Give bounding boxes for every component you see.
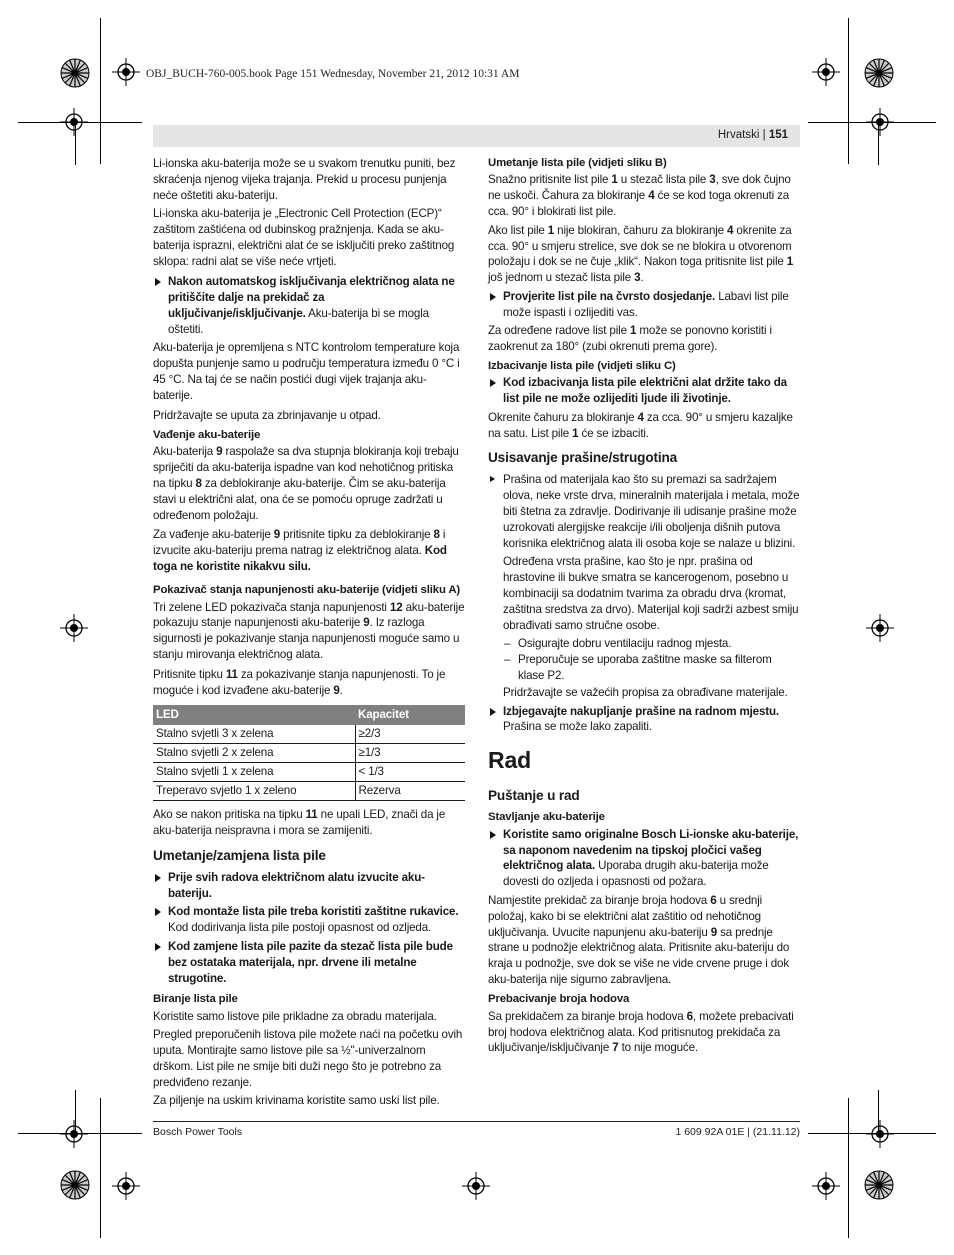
triangle-bullet-icon: [155, 278, 161, 286]
registration-mark-icon: [866, 614, 894, 642]
paragraph: Koristite samo listove pile prikladne za obradu materijala.: [153, 1009, 437, 1023]
registration-mark-icon: [812, 1172, 840, 1200]
paragraph: Ako list pile 1 nije blokiran, čahuru za blokiranje 4 okrenite za cca. 90° u smjeru strelice, sve dok se ne blokira u otvorenom položaju i dok se ne čuje „klik“. Nakon toga pritisnite list pile 1 još jednom u stezač lista pile 3.: [488, 223, 794, 285]
paragraph: Pritisnite tipku 11 za pokazivanje stanja napunjenosti. To je moguće i kod izvađene aku-baterije 9.: [153, 668, 446, 698]
subheading: Izbacivanje lista pile (vidjeti sliku C): [488, 359, 676, 372]
triangle-bullet-icon: [490, 476, 495, 482]
left-column: [153, 156, 465, 1112]
calibration-wheel-icon: [864, 1170, 894, 1200]
paragraph: Tri zelene LED pokazivača stanja napunjenosti 12 aku-baterije pokazuju stanje napunjenosti aku-baterije 9. Iz razloga sigurnosti je pokazivanje stanja napunjenosti moguće samo u stanju mirovanja električnog alata.: [153, 600, 465, 662]
section-heading: Umetanje/zamjena lista pile: [153, 848, 326, 864]
paragraph: Za vađenje aku-baterije 9 pritisnite tipku za deblokiranje 8 i izvucite aku-bateriju prema natrag iz električnog alata. Kod toga ne koristite nikakvu silu.: [153, 528, 447, 574]
print-slug: OBJ_BUCH-760-005.book Page 151 Wednesday, November 21, 2012 10:31 AM: [146, 68, 520, 80]
paragraph: Okrenite čahuru za blokiranje 4 za cca. 90° u smjeru kazaljke na satu. List pile 1 će se izbaciti.: [488, 410, 793, 440]
paragraph: Pridržavajte se uputa za zbrinjavanje u otpad.: [153, 408, 381, 422]
triangle-bullet-icon: [155, 874, 161, 882]
table-header: LED: [153, 705, 355, 725]
subheading: Vađenje aku-baterije: [153, 428, 261, 441]
led-capacity-table: [153, 705, 465, 801]
calibration-wheel-icon: [60, 1170, 90, 1200]
registration-mark-icon: [462, 1172, 490, 1200]
table-row: Treperavo svjetlo 1 x zeleno Rezerva: [153, 782, 465, 801]
subheading: Biranje lista pile: [153, 993, 238, 1006]
registration-mark-icon: [812, 58, 840, 86]
registration-mark-icon: [112, 58, 140, 86]
warning-item: Kod montaže lista pile treba koristiti zaštitne rukavice. Kod dodirivanja lista pile postoji opasnost od ozljeda.: [153, 904, 465, 936]
paragraph: Aku-baterija je opremljena s NTC kontrolom temperature koja dopušta punjenje samo u području temperatura između 0 °C i 45 °C. Na taj će se način postići dugi vijek trajanja aku-baterije.: [153, 340, 460, 402]
subheading: Prebacivanje broja hodova: [488, 993, 630, 1006]
header-language: Hrvatski: [717, 129, 760, 141]
footer-brand: Bosch Power Tools: [153, 1126, 243, 1138]
header-text: [718, 129, 788, 141]
crop-mark: [100, 18, 101, 164]
paragraph: Za piljenje na uskim krivinama koristite samo uski list pile.: [153, 1094, 440, 1108]
warning-item: Nakon automatskog isključivanja električnog alata ne pritiščite dalje na prekidač za uključivanje/isključivanje. Aku-baterija bi se mogla oštetiti.: [153, 274, 465, 338]
paragraph: Određena vrsta prašine, kao što je npr. prašina od hrastovine ili bukve smatra se kancerogenom, posebno u kombinaciji sa dodatnim tvarima za obradu drva (kromat, zaštitna sredstva za drvo). Materijal koji sadrži azbest smiju obrađivati samo stručne osobe.: [503, 555, 799, 632]
paragraph: Snažno pritisnite list pile 1 u stezač lista pile 3, sve dok čujno ne uskoči. Čahura za blokiranje 4 će se kod toga okrenuti za cca. 90° i blokirati list pile.: [488, 173, 791, 219]
paragraph: Za određene radove list pile 1 može se ponovno koristiti i zaokrenut za 180° (zubi okrenuti prema gore).: [488, 324, 772, 353]
warning-item: Izbjegavajte nakupljanje prašine na radnom mjestu. Prašina se može lako zapaliti.: [488, 704, 800, 736]
triangle-bullet-icon: [490, 379, 496, 387]
crop-mark: [100, 1098, 101, 1238]
paragraph: Pridržavajte se važećih propisa za obrađivane materijale.: [503, 686, 788, 700]
subheading: Pokazivač stanja napunjenosti aku-baterije (vidjeti sliku A): [153, 584, 461, 597]
page-number: 151: [768, 129, 788, 141]
header-separator: |: [762, 129, 766, 141]
calibration-wheel-icon: [864, 58, 894, 88]
paragraph: Namjestite prekidač za biranje broja hodova 6 u srednji položaj, kako bi se električni alat zaštitio od nehotičnog uključivanja. Uvucite napunjenu aku-bateriju 9 sa prednje strane u podnožje električnog alata. Pritisnite aku-bateriju do kraja u podnožje, sve dok se više ne vide crvene pruge i dok aku-baterija nije sigurno zabravljena.: [488, 893, 790, 987]
right-column: [488, 156, 800, 1059]
footer-rule: [153, 1121, 800, 1122]
triangle-bullet-icon: [490, 708, 496, 716]
registration-mark-icon: [60, 108, 88, 136]
table-row: Stalno svjetli 3 x zelena ≥2/3: [153, 725, 465, 744]
footer-doc-id: 1 609 92A 01E | (21.11.12): [675, 1126, 800, 1138]
warning-item: Provjerite list pile na čvrsto dosjedanje. Labavi list pile može ispasti i ozlijediti vas.: [488, 289, 800, 321]
registration-mark-icon: [60, 614, 88, 642]
paragraph: Ako se nakon pritiska na tipku 11 ne upali LED, znači da je aku-baterija neispravna i mora se zamijeniti.: [153, 808, 446, 838]
crop-mark: [848, 18, 849, 164]
page-header: [153, 125, 800, 147]
warning-item: Koristite samo originalne Bosch Li-ionske aku-baterije, sa naponom navedenim na tipskoj pločici vašeg električnog alata. Uporaba drugih aku-baterija može dovesti do ozljeda i opasnosti od požara.: [488, 827, 800, 891]
paragraph: Sa prekidačem za biranje broja hodova 6, možete prebacivati broj hodova električnog alata. Kod pritisnutog prekidača za uključivanje/isključivanje 7 to nije moguće.: [488, 1009, 794, 1055]
section-heading: Puštanje u rad: [488, 788, 580, 804]
registration-mark-icon: [112, 1172, 140, 1200]
triangle-bullet-icon: [155, 943, 161, 951]
chapter-heading: Rad: [488, 747, 532, 774]
paragraph: Pregled preporučenih listova pile možete naći na početku ovih uputa. Montirajte samo listove pile sa ½"-univerzalnom drškom. List pile ne smije biti duži nego što je potrebno za predviđeno rezanje.: [153, 1028, 463, 1089]
registration-mark-icon: [866, 1120, 894, 1148]
table-row: Stalno svjetli 2 x zelena ≥1/3: [153, 744, 465, 763]
table-header: Kapacitet: [355, 705, 465, 725]
warning-item: Kod zamjene lista pile pazite da stezač lista pile bude bez ostataka materijala, npr. drvene ili metalne strugotine.: [153, 939, 465, 987]
subheading: Stavljanje aku-baterije: [488, 811, 605, 824]
crop-mark: [848, 1098, 849, 1238]
paragraph: Li-ionska aku-baterija je „Electronic Cell Protection (ECP)“ zaštitom zaštićena od dubinskog pražnjenja. Kada se aku-baterija isprazni, električni alat će se isključiti preko zaštitnog sklopa: radni alat se više neće vrtjeti.: [153, 207, 455, 268]
subheading: Umetanje lista pile (vidjeti sliku B): [488, 157, 667, 169]
warning-item: Kod izbacivanja lista pile električni alat držite tako da list pile ne može ozlijediti ljude ili životinje.: [488, 375, 800, 407]
triangle-bullet-icon: [155, 908, 161, 916]
registration-mark-icon: [60, 1120, 88, 1148]
warning-item: Prije svih radova električnom alatu izvucite aku-bateriju.: [153, 870, 465, 902]
triangle-bullet-icon: [490, 293, 496, 301]
registration-mark-icon: [866, 108, 894, 136]
paragraph: Aku-baterija 9 raspolaže sa dva stupnja blokiranja koji trebaju spriječiti da aku-baterija ispadne van kod nehotičnog pritiska na tipku 8 za deblokiranje aku-baterije. Čim se aku-baterija stavi u električni alat, ona će se pomoću opruge zadržati u određenom položaju.: [153, 444, 459, 522]
triangle-bullet-icon: [490, 831, 496, 839]
dash-list-item: – Preporučuje se uporaba zaštitne maske sa filterom klase P2.: [504, 653, 772, 683]
dash-list-item: – Osigurajte dobru ventilaciju radnog mjesta.: [504, 637, 732, 651]
paragraph: Li-ionska aku-baterija može se u svakom trenutku puniti, bez skraćenja njenog vijeka trajanja. Prekid u procesu punjenja neće oštetiti aku-bateriju.: [153, 157, 456, 202]
section-heading: Usisavanje prašine/strugotina: [488, 450, 678, 466]
table-row: Stalno svjetli 1 x zelena < 1/3: [153, 763, 465, 782]
warning-item: Prašina od materijala kao što su premazi sa sadržajem olova, neke vrste drva, mineralnih materijala i metala, može biti štetna za zdravlje. Dodirivanje ili udisanje prašine može uzrokovati alergijske reakcije i/ili oboljenja dišnih putova korisnika električnog alata ili osoba koje se nalaze u blizini.: [488, 472, 800, 552]
calibration-wheel-icon: [60, 58, 90, 88]
